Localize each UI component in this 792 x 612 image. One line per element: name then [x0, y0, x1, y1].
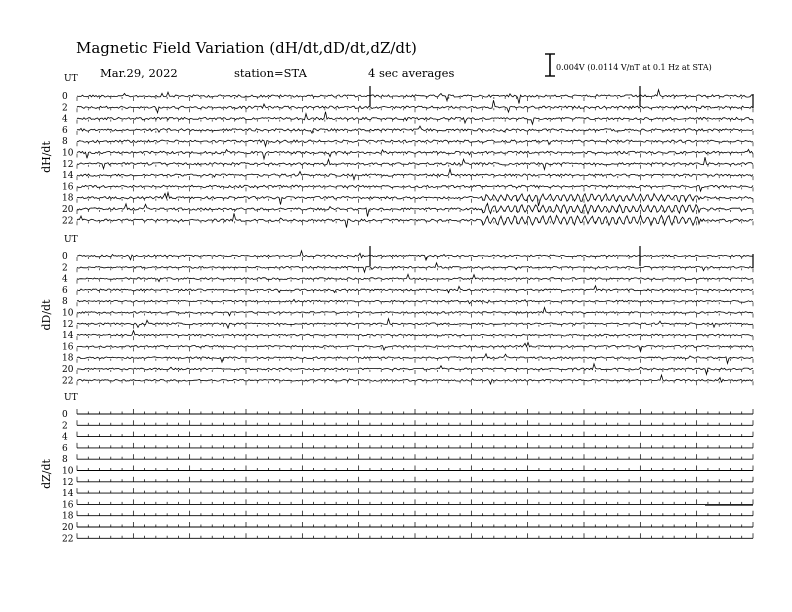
date-label: Mar.29, 2022 — [100, 66, 178, 80]
hour-label: 14 — [62, 171, 74, 182]
panel-dzdt — [40, 393, 753, 544]
hour-label: 2 — [62, 263, 68, 274]
hour-label: 18 — [62, 193, 74, 204]
hour-label: 6 — [62, 285, 68, 296]
hour-label: 22 — [62, 534, 74, 545]
hour-label: 8 — [62, 455, 68, 466]
hour-label: 4 — [62, 274, 68, 285]
chart-title: Magnetic Field Variation (dH/dt,dD/dt,dZ/dt) — [76, 39, 417, 57]
hour-label: 22 — [62, 216, 74, 227]
axis-label: dD/dt — [40, 299, 53, 331]
hour-label: 16 — [62, 182, 74, 193]
hour-label: 2 — [62, 103, 68, 114]
ut-label: UT — [64, 74, 78, 84]
hour-label: 16 — [62, 342, 74, 353]
station-label: station=STA — [234, 66, 307, 80]
hour-label: 4 — [62, 114, 68, 125]
hour-label: 0 — [62, 92, 68, 102]
trace-line — [77, 90, 753, 104]
hour-label: 4 — [62, 432, 68, 443]
hour-label: 10 — [62, 308, 74, 319]
hour-label: 0 — [62, 410, 68, 420]
hour-label: 12 — [62, 319, 74, 330]
scale-bar — [545, 54, 555, 76]
hour-label: 20 — [62, 365, 74, 375]
panel-dhdt — [40, 74, 753, 228]
hour-label: 22 — [62, 376, 74, 387]
hour-label: 8 — [62, 137, 68, 148]
averaging-label: 4 sec averages — [368, 66, 455, 80]
hour-label: 20 — [62, 523, 74, 533]
hour-label: 16 — [62, 500, 74, 511]
trace-line — [77, 331, 753, 336]
hour-label: 14 — [62, 489, 74, 500]
axis-label: dH/dt — [40, 141, 53, 173]
ut-label: UT — [64, 393, 78, 403]
hour-label: 18 — [62, 353, 74, 364]
hour-label: 14 — [62, 331, 74, 342]
hour-label: 6 — [62, 125, 68, 136]
hour-label: 20 — [62, 205, 74, 215]
hour-label: 10 — [62, 466, 74, 477]
hour-label: 18 — [62, 511, 74, 522]
scale-label: 0.004V (0.0114 V/nT at 0.1 Hz at STA) — [556, 63, 712, 72]
hour-label: 12 — [62, 477, 74, 488]
panel-dddt — [40, 235, 753, 386]
trace-line — [77, 213, 753, 227]
hour-label: 6 — [62, 443, 68, 454]
ut-label: UT — [64, 235, 78, 245]
hour-label: 2 — [62, 421, 68, 432]
hour-label: 10 — [62, 148, 74, 159]
hour-label: 12 — [62, 159, 74, 170]
axis-label: dZ/dt — [40, 459, 53, 489]
hour-label: 0 — [62, 252, 68, 262]
hour-label: 8 — [62, 297, 68, 308]
panels-group — [40, 74, 753, 544]
